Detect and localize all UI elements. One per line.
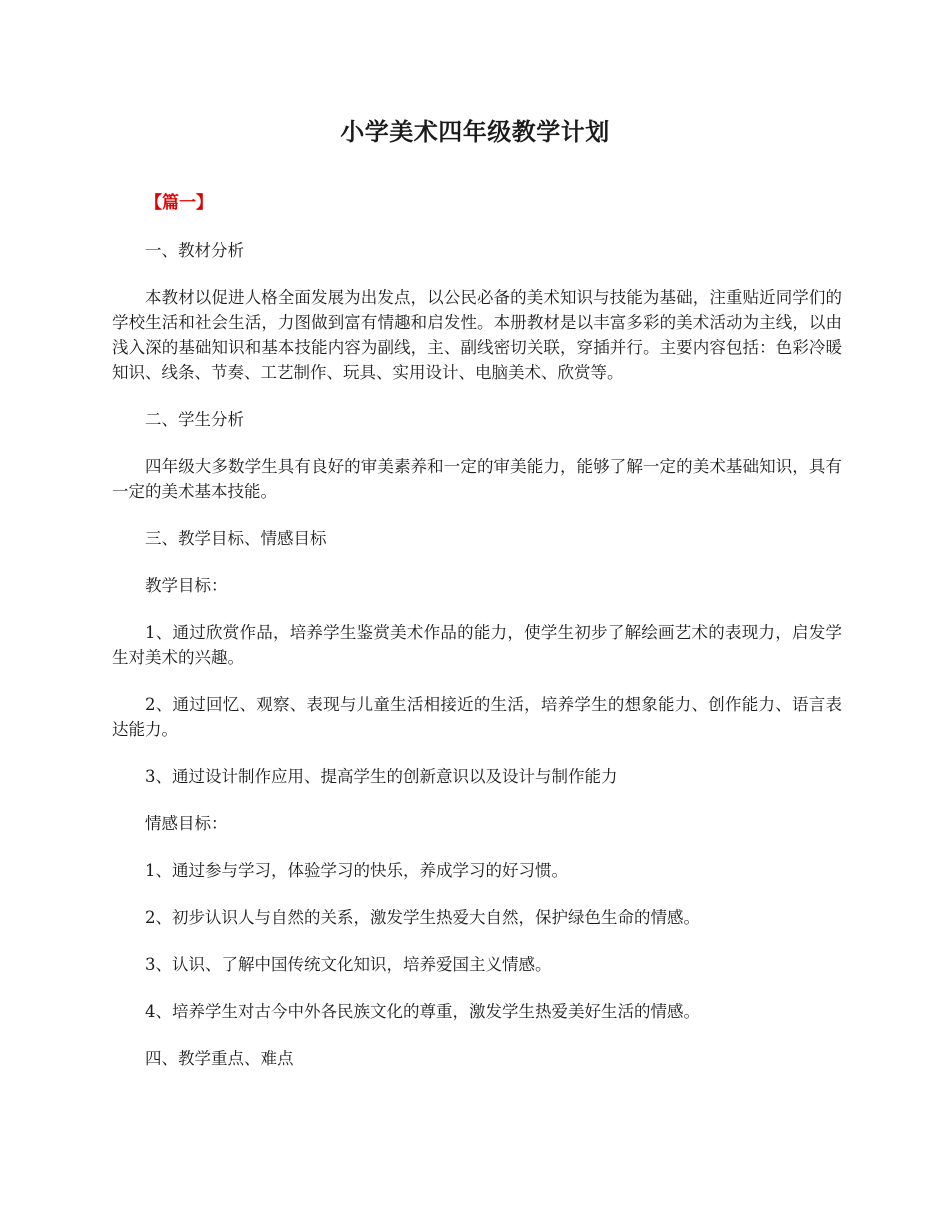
teaching-goal-item-2: 2、通过回忆、观察、表现与儿童生活相接近的生活，培养学生的想象能力、创作能力、语言表达能力。 bbox=[112, 695, 842, 739]
subheading-teaching-goals: 教学目标： bbox=[145, 576, 228, 595]
document-body bbox=[112, 190, 842, 1093]
heading-key-points: 四、教学重点、难点 bbox=[145, 1049, 294, 1068]
emotional-goal-item-3: 3、认识、了解中国传统文化知识，培养爱国主义情感。 bbox=[145, 955, 552, 974]
document-title: 小学美术四年级教学计划 bbox=[340, 118, 610, 146]
subheading-emotional-goals: 情感目标： bbox=[145, 814, 228, 833]
emotional-goal-item-2: 2、初步认识人与自然的关系，激发学生热爱大自然，保护绿色生命的情感。 bbox=[145, 908, 700, 927]
emotional-goal-item-1: 1、通过参与学习，体验学习的快乐，养成学习的好习惯。 bbox=[145, 861, 568, 880]
section-tag bbox=[112, 190, 842, 216]
teaching-goal-item-1: 1、通过欣赏作品，培养学生鉴赏美术作品的能力，使学生初步了解绘画艺术的表现力，启发学生对美术的兴趣。 bbox=[112, 623, 842, 667]
heading-textbook-analysis: 一、教材分析 bbox=[145, 241, 244, 260]
heading-student-analysis: 二、学生分析 bbox=[145, 410, 244, 429]
paragraph-student-analysis: 四年级大多数学生具有良好的审美素养和一定的审美能力，能够了解一定的美术基础知识，具有一定的美术基本技能。 bbox=[112, 457, 842, 501]
paragraph-textbook-analysis: 本教材以促进人格全面发展为出发点，以公民必备的美术知识与技能为基础，注重贴近同学们的学校生活和社会生活，力图做到富有情趣和启发性。本册教材是以丰富多彩的美术活动为主线，以由浅入深的基础知识和基本技能内容为副线，主、副线密切关联，穿插并行。主要内容包括：色彩冷暖知识、线条、节奏、工艺制作、玩具、实用设计、电脑美术、欣赏等。 bbox=[112, 288, 842, 382]
section-tag-text: 【篇一】 bbox=[145, 193, 213, 213]
emotional-goal-item-4: 4、培养学生对古今中外各民族文化的尊重，激发学生热爱美好生活的情感。 bbox=[145, 1002, 700, 1021]
heading-goals: 三、教学目标、情感目标 bbox=[145, 529, 327, 548]
teaching-goal-item-3: 3、通过设计制作应用、提高学生的创新意识以及设计与制作能力 bbox=[145, 767, 618, 786]
